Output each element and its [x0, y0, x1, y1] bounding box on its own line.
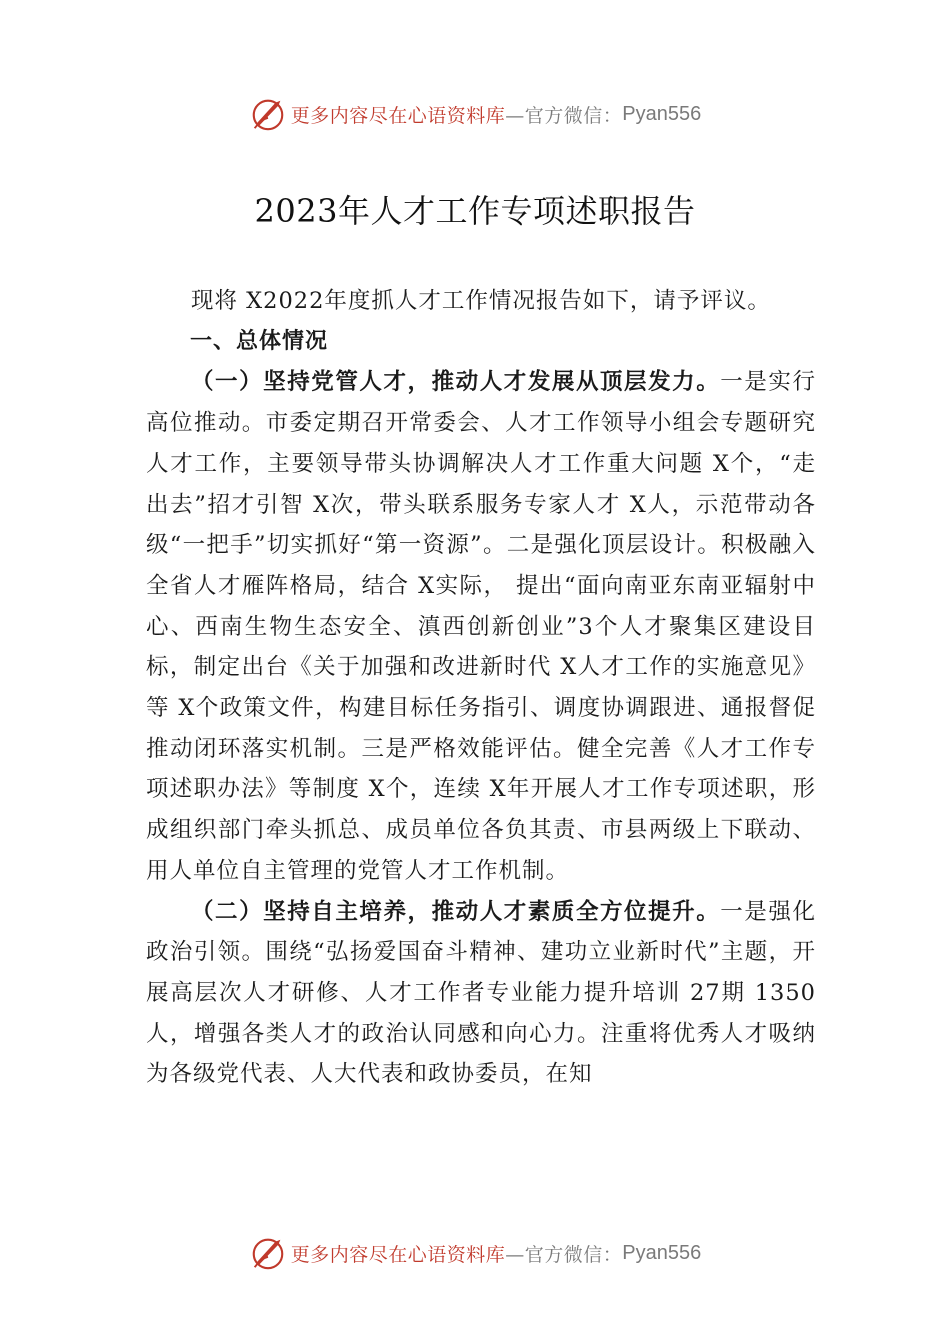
paragraph-2-body: 一是强化政治引领。围绕“弘扬爱国奋斗精神、建功立业新时代”主题，开展高层次人才研修、人才工作者专业能力提升培训 27期 1350人，增强各类人才的政治认同感和向心力。注重将优秀人才吸纳为各级党代表、人大代表和政协委员，在知 — [146, 898, 816, 1088]
watermark-red-text: 更多内容尽在心语资料库 — [290, 1243, 506, 1266]
watermark-gray-text: —官方微信： — [505, 104, 623, 127]
watermark-red-text: 更多内容尽在心语资料库 — [290, 104, 506, 127]
paragraph-1-lead: （一）坚持党管人才，推动人才发展从顶层发力。 — [191, 369, 721, 396]
quill-pen-logo-icon — [249, 95, 287, 133]
watermark-header — [0, 94, 950, 134]
watermark-wechat-id: Pyan556 — [622, 102, 702, 125]
watermark-gray-text: —官方微信： — [505, 1243, 623, 1266]
paragraph-1 — [146, 362, 816, 891]
quill-pen-logo-icon — [249, 1234, 287, 1272]
watermark-footer — [0, 1233, 950, 1273]
intro-paragraph: 现将 X2022年度抓人才工作情况报告如下，请予评议。 — [191, 288, 771, 314]
paragraph-2 — [146, 892, 816, 1096]
paragraph-1-body: 一是实行高位推动。市委定期召开常委会、人才工作领导小组会专题研究人才工作，主要领导带头协调解决人才工作重大问题 X个，“走出去”招才引智 X次，带头联系服务专家人才 X人，示范带动各级“一把手”切实抓好“第一资源”。二是强化顶层设计。积极融入全省人才雁阵格局，结合 X实际， 提出“面向南亚东南亚辐射中心、西南生物生态安全、滇西创新创业”3个人才聚集区建设目标，制定出台《关于加强和改进新时代 X人才工作的实施意见》等 X个政策文件，构建目标任务指引、调度协调跟进、通报督促推动闭环落实机制。三是严格效能评估。健全完善《人才工作专项述职办法》等制度 X个，连续 X年开展人才工作专项述职，形成组织部门牵头抓总、成员单位各负其责、市县两级上下联动、用人单位自主管理的党管人才工作机制。 — [146, 369, 816, 884]
paragraph-2-lead: （二）坚持自主培养，推动人才素质全方位提升。 — [191, 898, 721, 925]
document-body — [146, 281, 816, 1095]
watermark-wechat-id: Pyan556 — [622, 1241, 702, 1264]
document-title: 2023年人才工作专项述职报告 — [254, 192, 696, 230]
section-heading: 一、总体情况 — [190, 328, 329, 354]
